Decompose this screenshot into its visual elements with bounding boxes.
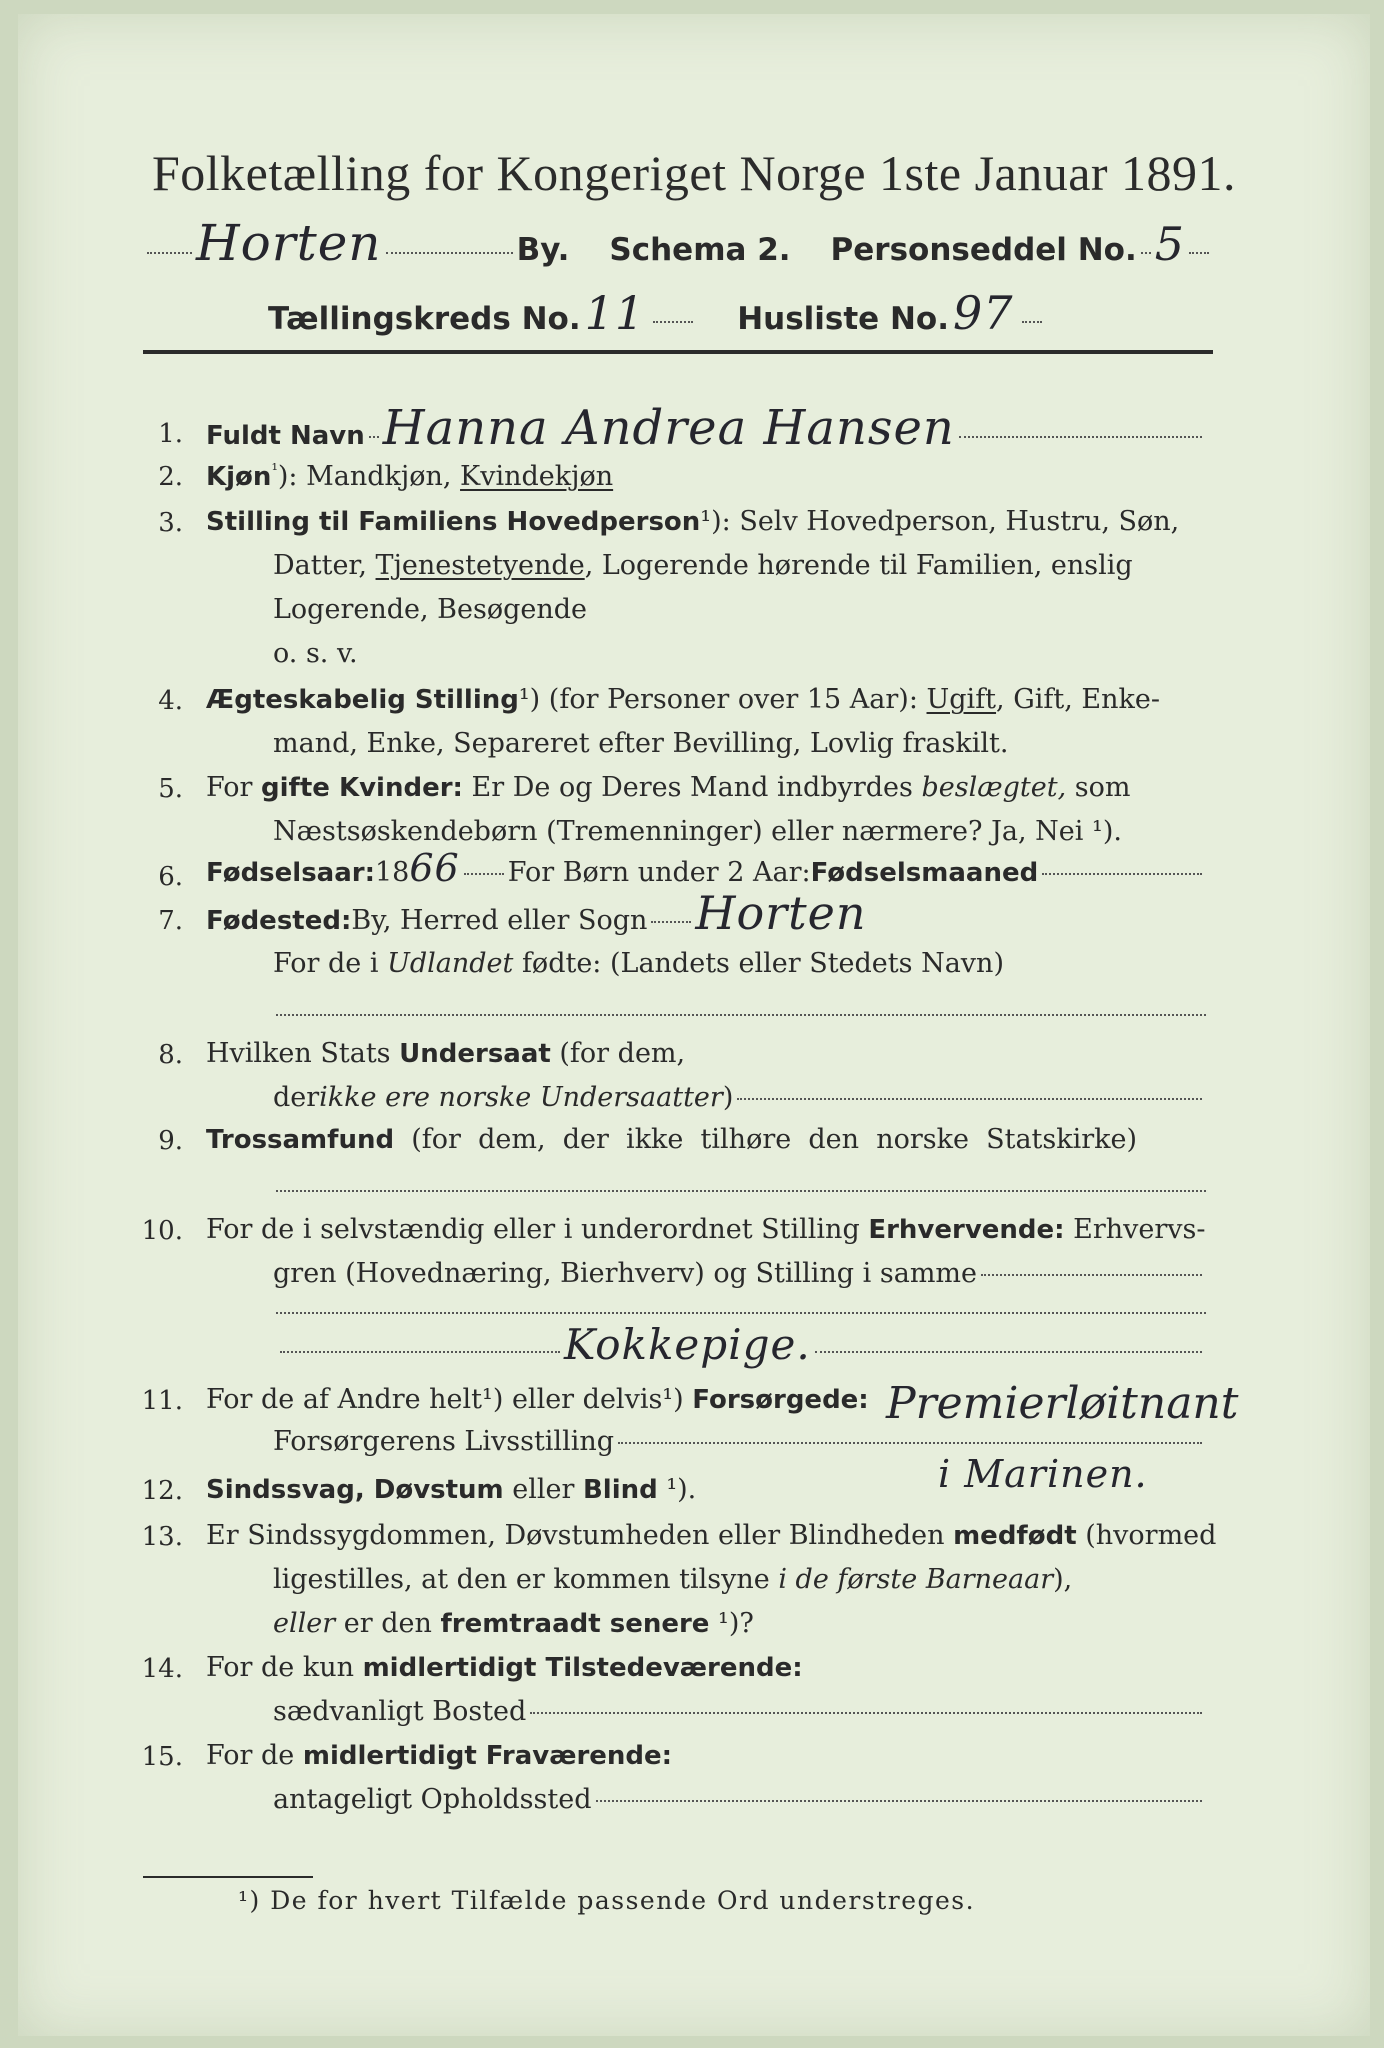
item-12-number: 12. [141,1476,183,1506]
item-8-number: 8. [158,1040,183,1070]
item-7-line-2-italic: Udlandet [387,948,514,979]
item-13-line-2-b: ), [1053,1564,1073,1595]
item-12-label-2: Blind [582,1475,658,1505]
item-13-line-3-a: er den [335,1608,441,1639]
item-7-line-2 [273,948,1004,979]
item-6-label: Fødselsaar: [206,858,375,888]
item-11-lead: For de af Andre helt¹) eller delvis¹) [206,1384,693,1415]
item-8-lead: Hvilken Stats [206,1038,400,1069]
husliste-label: Husliste No. [737,301,950,337]
item-15-line-1 [206,1740,672,1771]
item-4-selected: Ugift [926,684,997,715]
item-8-line-2-b: ) [722,1082,734,1113]
item-3-line-2-b: , Logerende hørende til Familien, enslig [584,550,1133,581]
item-6-rest: For Børn under 2 Aar: [507,857,811,888]
item-12-tail: ¹). [657,1474,697,1505]
item-12-line-1 [206,1474,696,1505]
item-14-lead: For de kun [206,1652,363,1683]
item-10-fill-line-1 [276,1312,1206,1314]
item-2-number: 2. [158,462,183,492]
item-3-line-2-a: Datter, [273,550,376,581]
item-14-line-1 [206,1652,803,1683]
item-13-rest: (hvormed [1076,1520,1217,1551]
item-7-number: 7. [158,906,183,936]
footnote: ¹) De for hvert Tilfælde passende Ord understreges. [238,1886,976,1915]
item-4-line-1 [206,684,1160,715]
item-5-rest-b: som [1066,772,1131,803]
item-7-label: Fødested: [206,906,352,936]
item-11-label: Forsørgede: [692,1385,869,1415]
by-label: By. [516,232,570,268]
city-handwritten: Horten [196,214,382,272]
tellingskreds-label: Tællingskreds No. [268,301,581,337]
item-8-line-2-a: der [273,1082,320,1113]
item-14-line-2-text: sædvanligt Bosted [273,1696,527,1727]
item-12-rest: eller [503,1474,583,1505]
item-7-fill-line [276,1014,1206,1016]
schema-label: Schema 2. [609,232,791,268]
item-10-value: Kokkepige. [564,1320,811,1369]
item-15-label: midlertidigt Fraværende: [302,1741,673,1771]
census-sheet [18,14,1370,2036]
item-5-italic: beslægtet, [921,772,1067,803]
header-line-1 [143,214,1213,272]
item-9-line-1 [206,1124,1137,1155]
header-line-2 [268,286,1046,340]
item-3-label: Stilling til Familiens Hovedperson [206,507,701,537]
item-13-line-3-c: ¹)? [709,1608,754,1639]
item-3-line-3: Logerende, Besøgende [273,594,587,625]
item-2-selected: Kvindekjøn [460,461,614,492]
item-3-selected: Tjenestetyende [375,550,585,581]
item-10-line-2 [273,1258,1206,1289]
item-8-rest: (for dem, [550,1038,686,1069]
item-13-lead: Er Sindssygdommen, Døvstumheden eller Blindheden [206,1520,954,1551]
item-5-number: 5. [158,774,183,804]
item-6-year: 66 [409,846,460,890]
item-11-value-2: i Marinen. [938,1452,1148,1496]
item-7-line-1 [206,886,896,940]
item-5-rest-a: Er De og Deres Mand indbyrdes [462,772,922,803]
item-3-line-4: o. s. v. [273,638,358,669]
item-15-line-2-text: antageligt Opholdssted [273,1784,592,1815]
item-4-line-2: mand, Enke, Separeret efter Bevilling, Lovlig fraskilt. [273,728,1009,759]
item-11-line-2-text: Forsørgerens Livsstilling [273,1426,615,1457]
item-10-label: Erhvervende: [868,1215,1065,1245]
item-13-number: 13. [141,1522,183,1552]
item-2-rest: ): Mandkjøn, [277,461,461,492]
item-14-label: midlertidigt Tilstedeværende: [362,1653,803,1683]
item-11-value: Premierløitnant [886,1378,1239,1429]
item-13-line-2-italic: i de første Barneaar [778,1564,1054,1595]
personseddel-number: 5 [1154,217,1185,271]
item-9-number: 9. [158,1126,183,1156]
item-1-label: Fuldt Navn [206,421,365,451]
item-7-rest: By, Herred eller Sogn [351,905,648,936]
item-13-label: medfødt [953,1521,1077,1551]
form-title: Folketælling for Kongeriget Norge 1ste Januar 1891. [151,145,1237,201]
item-10-rest: Erhvervs- [1064,1214,1206,1245]
item-1-value: Hanna Andrea Hansen [382,400,955,456]
item-2-label: Kjøn [206,462,272,492]
item-4-rest-b: , Gift, Enke- [996,684,1160,715]
item-3-number: 3. [158,508,183,538]
item-10-line-1 [206,1214,1206,1245]
item-13-line-3-italic: eller [273,1608,336,1639]
item-4-number: 4. [158,686,183,716]
item-5-label: gifte Kvinder: [261,773,463,803]
item-13-line-3 [273,1608,754,1639]
item-13-line-3-bold: fremtraadt senere [440,1609,710,1639]
item-4-label: Ægteskabelig Stilling [206,685,519,715]
item-5-line-1 [206,772,1130,803]
item-15-line-2 [273,1784,1206,1815]
item-10-number: 10. [141,1216,183,1246]
item-12-label: Sindssvag, Døvstum [206,1475,504,1505]
item-10-fill-line-2 [276,1320,1206,1369]
item-3-line-1 [206,506,1179,537]
footnote-rule [143,1876,313,1878]
item-13-line-2-a: ligestilles, at den er kommen tilsyne [273,1564,779,1595]
item-5-lead: For [206,772,262,803]
item-9-label: Trossamfund [206,1125,395,1155]
item-10-line-2-text: gren (Hovednæring, Bierhverv) og Stilling i samme [273,1258,978,1289]
item-8-line-2 [273,1082,1206,1113]
item-3-rest: ¹): Selv Hovedperson, Hustru, Søn, [700,506,1180,537]
header-rule [143,350,1213,354]
item-13-line-2 [273,1564,1072,1595]
item-13-line-1 [206,1520,1216,1551]
tellingskreds-number: 11 [584,286,646,340]
item-2-sup: ¹ [271,460,278,479]
item-8-label: Undersaat [399,1039,551,1069]
item-15-number: 15. [141,1742,183,1772]
item-7-line-2-b: fødte: (Landets eller Stedets Navn) [513,948,1004,979]
item-6-line [206,846,1206,890]
item-5-line-2: Næstsøskendebørn (Tremenninger) eller nærmere? Ja, Nei ¹). [273,816,1122,847]
item-7-value: Horten [695,886,867,940]
item-8-line-1 [206,1038,685,1069]
item-10-lead: For de i selvstændig eller i underordnet Stilling [206,1214,869,1245]
item-11-line-1 [206,1384,869,1415]
item-1-line [206,400,1206,456]
item-14-line-2 [273,1696,1206,1727]
item-14-number: 14. [141,1654,183,1684]
item-8-line-2-italic: ikke ere norske Undersaatter [319,1082,723,1113]
item-4-rest-a: ¹) (for Personer over 15 Aar): [518,684,927,715]
item-15-lead: For de [206,1740,303,1771]
item-7-line-2-a: For de i [273,948,388,979]
item-6-label-2: Fødselsmaaned [810,858,1039,888]
item-9-rest: (for dem, der ikke tilhøre den norske Statskirke) [394,1124,1138,1155]
item-3-line-2 [273,550,1133,581]
item-9-fill-line [276,1190,1206,1192]
item-1-number: 1. [158,419,183,449]
husliste-number: 97 [953,286,1014,340]
personseddel-label: Personseddel No. [830,232,1137,268]
item-11-number: 11. [141,1386,183,1416]
item-2-text [206,460,613,492]
item-6-number: 6. [158,862,183,892]
item-6-prefix: 18 [375,857,410,888]
